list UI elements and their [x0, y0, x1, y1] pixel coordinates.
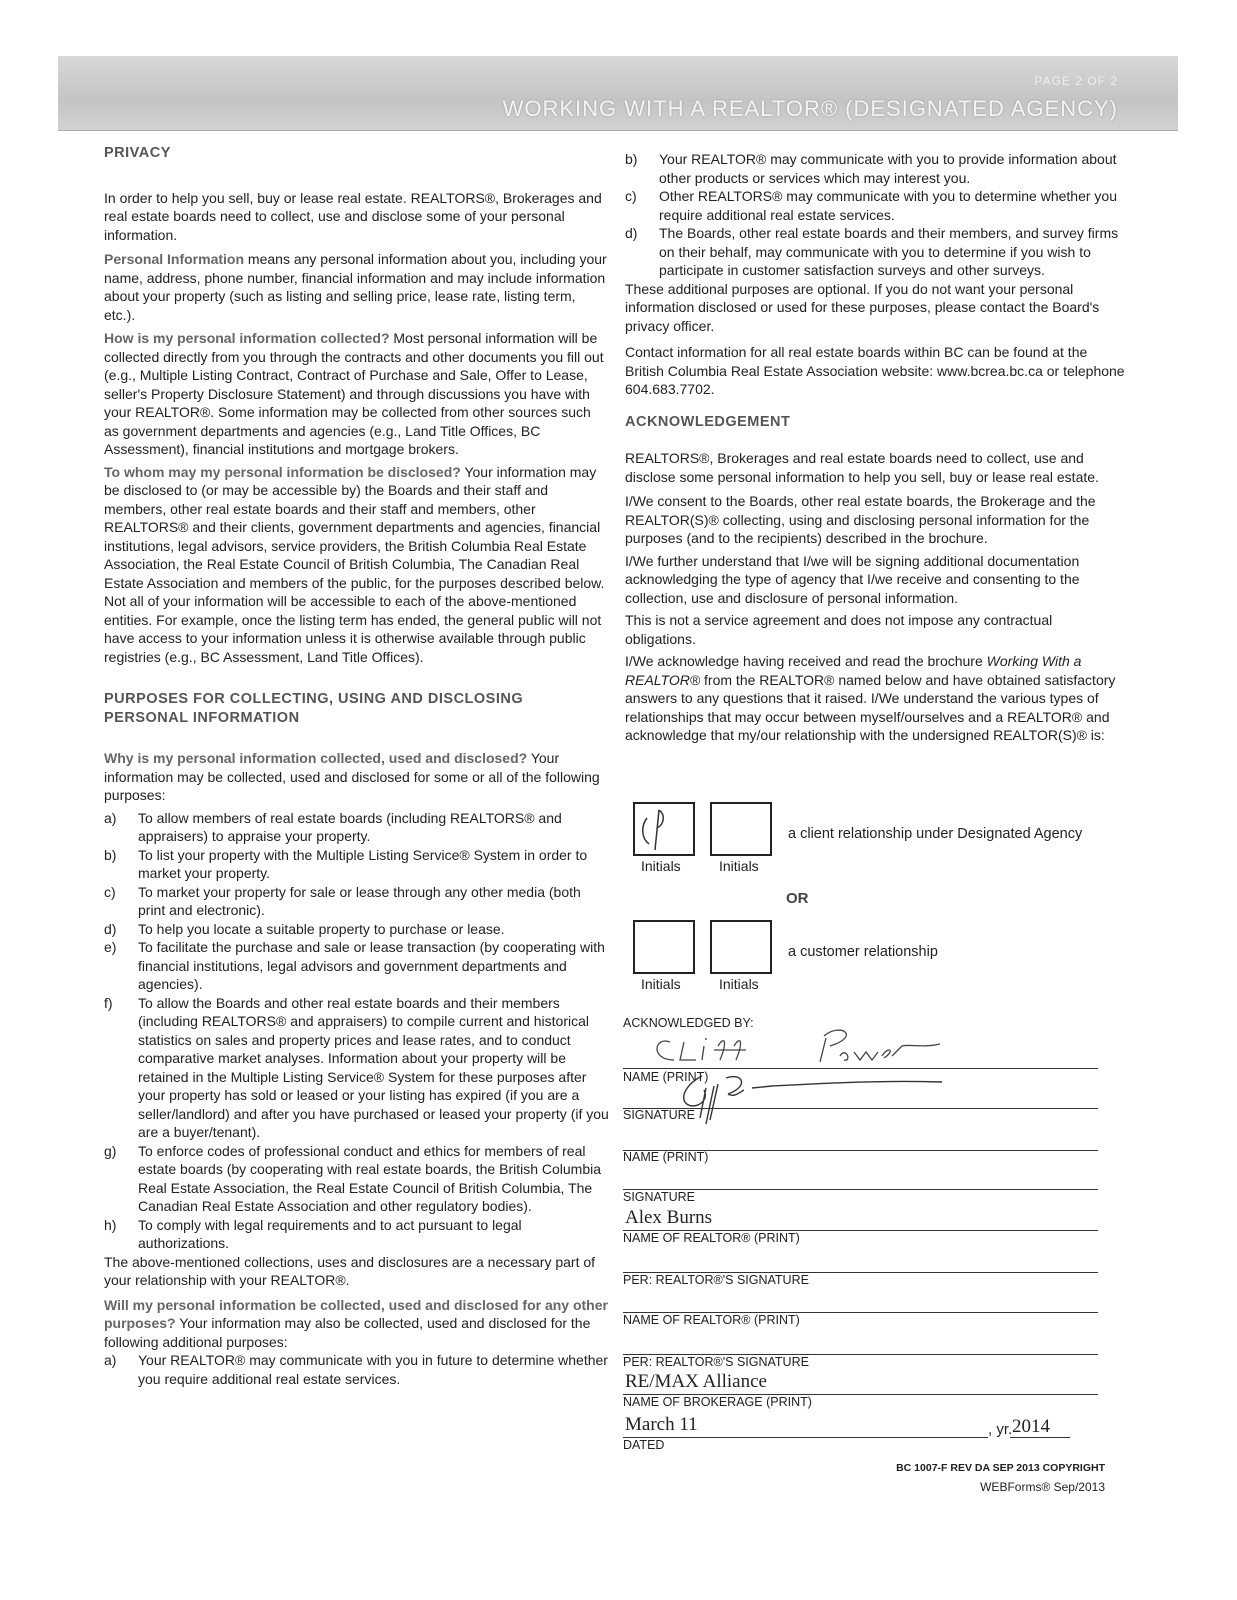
client-relationship-group	[633, 802, 1113, 892]
acknowledged-by-label: ACKNOWLEDGED BY:	[623, 1016, 754, 1030]
realtor-signature-label-2: PER: REALTOR®'S SIGNATURE	[623, 1355, 809, 1369]
year-line	[1010, 1437, 1070, 1438]
list-item: d) To help you locate a suitable property to purchase or lease.	[104, 920, 505, 937]
year-value: 2014	[1012, 1416, 1050, 1437]
realtor-name-label: NAME OF REALTOR® (PRINT)	[623, 1231, 800, 1245]
initials-label: Initials	[719, 858, 759, 874]
list-item: f) To allow the Boards and other real estate boards and their members (including REALTORS® and appraisers) to compile current and historical statistics on sales and property prices and lease rates, and to conduct comparative market analyses. Information about your property will be retained in the Multiple Listing Service® System for these purposes after your property has sold or leased or your listing has expired (if you are a seller/landlord) and after you have purchased or leased your property (if you are a buyer/tenant).	[104, 994, 609, 1140]
ack-paragraph-3: I/We further understand that I/we will be signing additional documentation acknowledging the type of agency that I/we receive and consenting to the collection, use and disclosure of personal information.	[625, 552, 1080, 606]
initials-label: Initials	[719, 976, 759, 992]
name-print-label: NAME (PRINT)	[623, 1070, 709, 1084]
initials-label: Initials	[641, 858, 681, 874]
list-item: h) To comply with legal requirements and to act pursuant to legal authorizations.	[104, 1216, 522, 1251]
list-item: c) Other REALTORS® may communicate with you to determine whether you require additional real estate services.	[625, 188, 1117, 223]
initials-box-2[interactable]	[710, 802, 772, 856]
ack-paragraph-4: This is not a service agreement and does not impose any contractual obligations.	[625, 612, 1053, 647]
ack-paragraph-1: REALTORS®, Brokerages and real estate boards need to collect, use and disclose some personal information to help you sell, buy or lease real estate.	[625, 450, 1099, 485]
or-label: OR	[786, 890, 809, 907]
form-title: WORKING WITH A REALTOR® (DESIGNATED AGENCY)	[502, 96, 1118, 121]
initials-box-1[interactable]	[633, 802, 695, 856]
whom-paragraph: To whom may my personal information be disclosed? Your information may be disclosed to (or may be accessible by) the Boards and their staff and members, other real estate boards and their staff and members, other REALTORS® and their clients, government departments and agencies, financial institutions, legal advisors, service providers, the British Columbia Real Estate Association, the Real Estate Council of British Columbia, The Canadian Real Estate Association and members of the public, for the purposes described below. Not all of your information will be accessible to each of the above-mentioned entities. For example, once the listing term has ended, the general public will not have access to your information unless it is otherwise available through public registries (e.g., BC Assessment, Land Title Offices).	[104, 463, 605, 665]
purposes-heading: PURPOSES FOR COLLECTING, USING AND DISCLOSING PERSONAL INFORMATION	[104, 691, 524, 726]
privacy-intro: In order to help you sell, buy or lease real estate. REALTORS®, Brokerages and real estate boards need to collect, use and disclose some of your personal information.	[104, 189, 602, 243]
initials-label: Initials	[641, 976, 681, 992]
signature-label-2: SIGNATURE	[623, 1190, 695, 1204]
other-purposes-paragraph: Will my personal information be collected, used and disclosed for any other purposes? Your information may also be collected, used and disclosed for the following additional purposes:	[104, 1296, 608, 1350]
header-banner	[58, 56, 1178, 131]
purposes-list	[104, 809, 609, 1253]
list-item: d) The Boards, other real estate boards and their members, and survey firms on their behalf, may communicate with you to determine if you wish to participate in customer satisfaction surveys and other surveys.	[625, 225, 1119, 278]
left-column	[104, 144, 609, 1388]
contact-paragraph: Contact information for all real estate boards within BC can be found at the British Columbia Real Estate Association website: www.bcrea.bc.ca or telephone 604.683.7702.	[625, 344, 1125, 397]
page-number: PAGE 2 OF 2	[1034, 74, 1118, 88]
list-item: c) To market your property for sale or lease through any other media (both print and electronic).	[104, 883, 581, 918]
ack-paragraph-2: I/We consent to the Boards, other real estate boards, the Brokerage and the REALTOR(S)® collecting, using and disclosing personal information for the purposes (and to the recipients) described in the brochure.	[625, 493, 1096, 546]
date-value: March 11	[625, 1414, 698, 1435]
necessary-paragraph: The above-mentioned collections, uses and disclosures are a necessary part of your relationship with your REALTOR®.	[104, 1253, 596, 1288]
acknowledgement-heading: ACKNOWLEDGEMENT	[625, 413, 791, 430]
initials-box-3[interactable]	[633, 920, 695, 974]
year-label: , yr.	[988, 1421, 1013, 1438]
ack-paragraph-5: I/We acknowledge having received and read the brochure Working With a REALTOR® from the REALTOR® named below and have obtained satisfactory answers to any questions that it raised. I/We understand the various types of relationships that may occur between myself/ourselves and a REALTOR® and acknowledge that my/our relationship with the undersigned REALTOR(S)® is:	[625, 653, 1116, 743]
name-print-label-2: NAME (PRINT)	[623, 1150, 709, 1164]
client-name-handwritten	[640, 1016, 970, 1072]
pi-paragraph: Personal Information means any personal information about you, including your name, address, phone number, financial information and may include information about your property (such as listing and selling price, lease rate, listing term, etc.).	[104, 251, 607, 323]
privacy-heading: PRIVACY	[104, 145, 171, 161]
realtor-name-value: Alex Burns	[625, 1207, 713, 1228]
list-item: g) To enforce codes of professional conduct and ethics for members of real estate boards (by cooperating with real estate boards, the British Columbia Real Estate Association, the Real Estate Council of British Columbia, The Canadian Real Estate Association and other regulatory bodies).	[104, 1142, 602, 1214]
date-line	[623, 1437, 988, 1438]
why-paragraph: Why is my personal information collected, used and disclosed? Your information may be collected, used and disclosed for some or all of the following purposes:	[104, 750, 600, 803]
brokerage-value: RE/MAX Alliance	[625, 1371, 767, 1392]
client-signature-handwritten	[672, 1068, 952, 1128]
handwritten-initials	[635, 804, 693, 854]
signature-label: SIGNATURE	[623, 1108, 695, 1122]
right-column	[625, 150, 1125, 745]
client-relationship-label: a client relationship under Designated Agency	[788, 826, 1083, 842]
list-item: a) To allow members of real estate boards (including REALTORS® and appraisers) to appraise your property.	[104, 809, 562, 844]
how-paragraph: How is my personal information collected? Most personal information will be collected directly from you through the contracts and other documents you fill out (e.g., Multiple Listing Contract, Contract of Purchase and Sale, Offer to Lease, seller's Property Disclosure Statement) and through discussions you have with your REALTOR®. Some information may be collected from other sources such as government departments and agencies (e.g., Land Title Offices, BC Assessment), financial institutions and mortgage brokers.	[104, 330, 604, 457]
form-code: BC 1007-F REV DA SEP 2013 COPYRIGHT	[896, 1462, 1105, 1474]
optional-paragraph: These additional purposes are optional. If you do not want your personal information disclosed or used for these purposes, please contact the Board's privacy officer.	[625, 280, 1100, 334]
list-item: e) To facilitate the purchase and sale or lease transaction (by cooperating with financial institutions, legal advisors and government departments and agencies).	[104, 939, 605, 992]
webforms-label: WEBForms® Sep/2013	[980, 1480, 1105, 1494]
customer-relationship-group	[633, 920, 1113, 1010]
list-item: b) To list your property with the Multiple Listing Service® System in order to market your property.	[104, 846, 588, 881]
realtor-name-label-2: NAME OF REALTOR® (PRINT)	[623, 1313, 800, 1327]
list-item: b) Your REALTOR® may communicate with you to provide information about other products or services which may interest you.	[625, 151, 1117, 186]
list-item: a) Your REALTOR® may communicate with you in future to determine whether you require additional real estate services.	[104, 1352, 608, 1387]
brokerage-label: NAME OF BROKERAGE (PRINT)	[623, 1395, 812, 1409]
dated-label: DATED	[623, 1438, 665, 1452]
customer-relationship-label: a customer relationship	[788, 944, 938, 960]
realtor-signature-label: PER: REALTOR®'S SIGNATURE	[623, 1273, 809, 1287]
initials-box-4[interactable]	[710, 920, 772, 974]
